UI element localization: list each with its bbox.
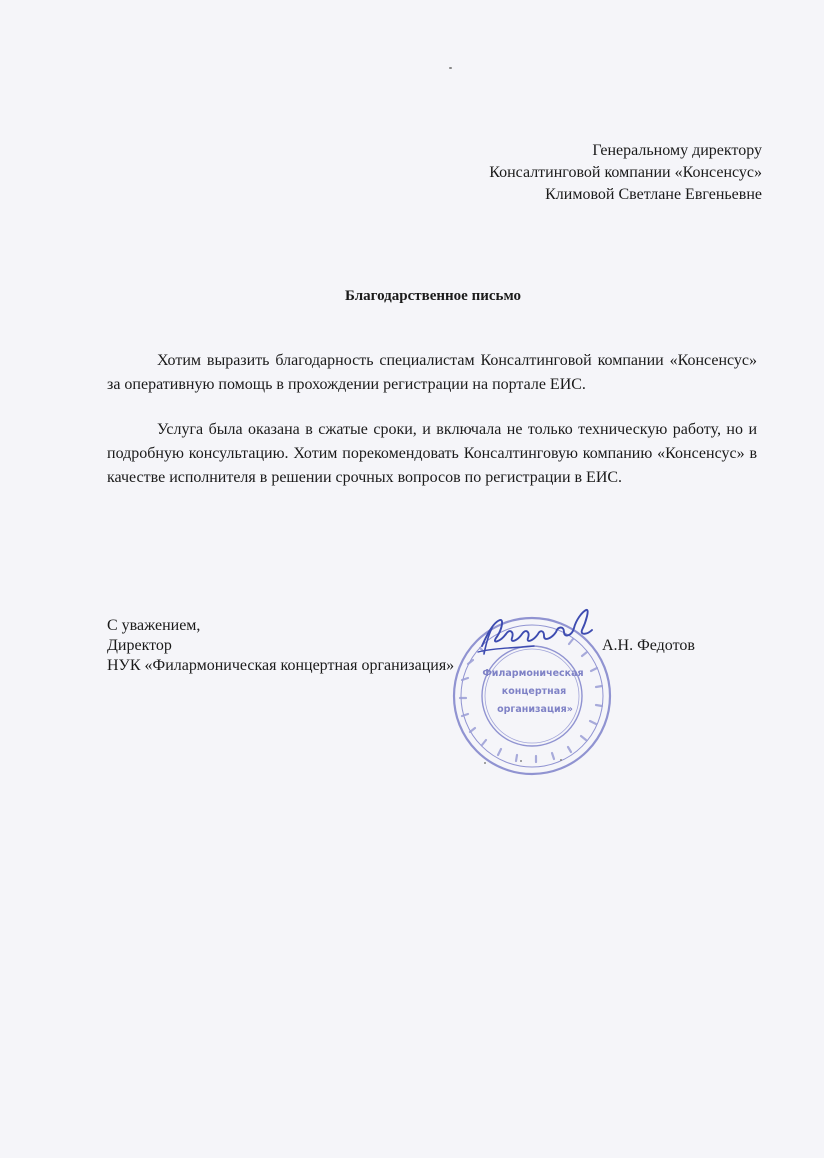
scan-speck	[484, 762, 486, 764]
scan-speck	[449, 67, 452, 69]
scan-speck	[560, 759, 562, 761]
letter-title: Благодарственное письмо	[345, 288, 521, 304]
addressee-line: Консалтинговой компании «Консенсус»	[489, 164, 762, 181]
addressee-line: Генеральному директору	[592, 142, 762, 159]
closing-organization: НУК «Филармоническая концертная организация»	[107, 657, 455, 674]
seal-text-line3: организация»	[497, 704, 573, 715]
scan-speck	[520, 760, 522, 762]
director-signature	[474, 608, 602, 660]
body-paragraph: Услуга была оказана в сжатые сроки, и включала не только техническую работу, но и подробную консультацию. Хотим порекомендовать Консалтинговую компанию «Консенсус» в качестве исполнителя в решении срочных вопросов по регистрации в ЕИС.	[107, 421, 757, 486]
seal-text-line2: концертная	[501, 686, 567, 697]
signatory-name: А.Н. Федотов	[602, 637, 695, 654]
body-paragraph: Хотим выразить благодарность специалистам Консалтинговой компании «Консенсус» за оперативную помощь в прохождении регистрации на портале ЕИС.	[107, 352, 757, 393]
addressee-line: Климовой Светлане Евгеньевне	[545, 186, 762, 203]
letter-body	[107, 349, 757, 511]
seal-text-line1: Филармоническая	[482, 668, 584, 679]
closing-block	[107, 616, 454, 676]
closing-position: Директор	[107, 637, 172, 654]
addressee-block	[489, 140, 762, 206]
closing-regards: С уважением,	[107, 617, 201, 634]
